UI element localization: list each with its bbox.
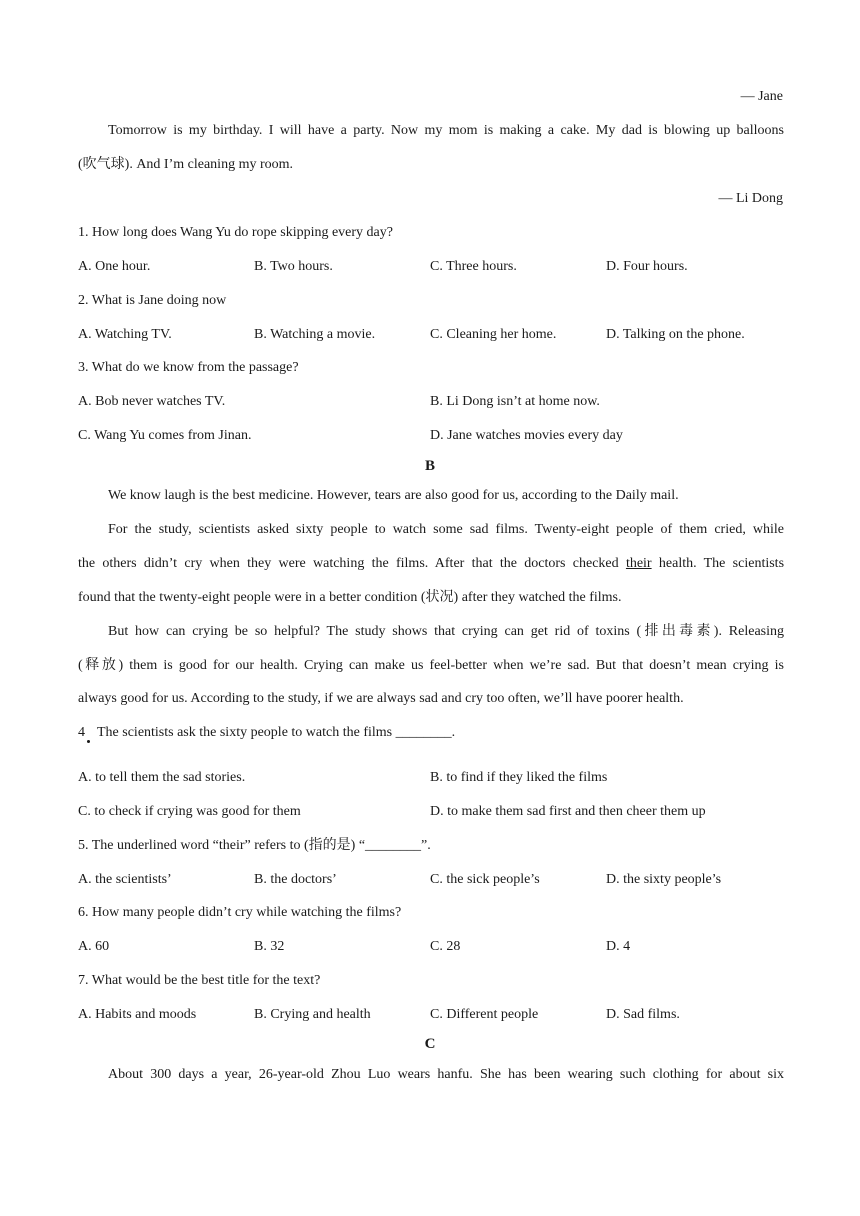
question-5-option-d: D. the sixty people’s bbox=[606, 872, 722, 887]
question-7-option-c: C. Different people bbox=[430, 1007, 539, 1022]
section-b-heading: B bbox=[424, 458, 435, 474]
question-3-option-c: C. Wang Yu comes from Jinan. bbox=[78, 428, 252, 443]
question-5-option-b: B. the doctors’ bbox=[254, 872, 337, 887]
section-c-paragraph-1: About 300 days a year, 26-year-old Zhou Luo wears hanfu. She has been wearing such clothing for about six bbox=[108, 1067, 784, 1082]
question-3-option-d: D. Jane watches movies every day bbox=[430, 428, 623, 443]
question-6-option-d: D. 4 bbox=[606, 939, 631, 954]
li-dong-paragraph-line-1: Tomorrow is my birthday. I will have a party. Now my mom is making a cake. My dad is blowing up balloons bbox=[108, 123, 784, 138]
question-6-option-c: C. 28 bbox=[430, 939, 461, 954]
question-5-option-c: C. the sick people’s bbox=[430, 872, 540, 887]
question-4-option-c: C. to check if crying was good for them bbox=[78, 804, 301, 819]
question-3-option-b: B. Li Dong isn’t at home now. bbox=[430, 394, 600, 409]
question-4-number: 4 bbox=[78, 725, 85, 740]
question-7-option-d: D. Sad films. bbox=[606, 1007, 680, 1022]
section-b-paragraph-3-line-3: always good for us. According to the study, if we are always sad and cry too often, we’ll have poorer health. bbox=[78, 691, 684, 706]
question-4-option-b: B. to find if they liked the films bbox=[430, 770, 608, 785]
question-2-option-b: B. Watching a movie. bbox=[254, 327, 376, 342]
question-6-stem: 6. How many people didn’t cry while watching the films? bbox=[78, 905, 402, 920]
question-5-option-a: A. the scientists’ bbox=[78, 872, 172, 887]
text-segment: health. The scientists bbox=[658, 556, 785, 571]
section-b-paragraph-3-line-1: But how can crying be so helpful? The study shows that crying can get rid of toxins (排出毒素). Releasing bbox=[108, 624, 784, 639]
question-2-option-a: A. Watching TV. bbox=[78, 327, 172, 342]
li-dong-paragraph-line-2: (吹气球). And I’m cleaning my room. bbox=[78, 157, 294, 172]
underlined-word-their: their bbox=[625, 556, 652, 571]
question-3-option-a: A. Bob never watches TV. bbox=[78, 394, 226, 409]
question-4-stem: The scientists ask the sixty people to watch the films ________. bbox=[97, 725, 456, 740]
signature-jane: — Jane bbox=[740, 89, 783, 104]
question-1-option-b: B. Two hours. bbox=[254, 259, 333, 274]
question-1-option-c: C. Three hours. bbox=[430, 259, 517, 274]
question-2-stem: 2. What is Jane doing now bbox=[78, 293, 227, 308]
question-1-option-a: A. One hour. bbox=[78, 259, 151, 274]
text-segment: the others didn’t cry when they were watching the films. After that the doctors checked bbox=[78, 556, 619, 571]
question-7-option-b: B. Crying and health bbox=[254, 1007, 371, 1022]
section-c-heading: C bbox=[424, 1036, 436, 1052]
question-4-option-d: D. to make them sad first and then cheer them up bbox=[430, 804, 706, 819]
section-b-paragraph-3-line-2: (释放) them is good for our health. Crying can make us feel-better when we’re sad. But that doesn’t mean crying is bbox=[78, 658, 784, 673]
section-b-paragraph-2-line-2 bbox=[78, 555, 784, 573]
section-b-paragraph-1: We know laugh is the best medicine. However, tears are also good for us, according to the Daily mail. bbox=[108, 488, 679, 503]
signature-li-dong: — Li Dong bbox=[718, 191, 783, 206]
question-6-option-a: A. 60 bbox=[78, 939, 110, 954]
question-6-option-b: B. 32 bbox=[254, 939, 285, 954]
section-b-paragraph-2-line-3: found that the twenty-eight people were in a better condition (状况) after they watched the films. bbox=[78, 590, 622, 605]
question-2-option-d: D. Talking on the phone. bbox=[606, 327, 745, 342]
question-7-option-a: A. Habits and moods bbox=[78, 1007, 197, 1022]
question-5-stem: 5. The underlined word “their” refers to (指的是) “________”. bbox=[78, 838, 431, 853]
question-1-stem: 1. How long does Wang Yu do rope skipping every day? bbox=[78, 225, 393, 240]
question-3-stem: 3. What do we know from the passage? bbox=[78, 360, 299, 375]
question-2-option-c: C. Cleaning her home. bbox=[430, 327, 557, 342]
question-7-stem: 7. What would be the best title for the text? bbox=[78, 973, 321, 988]
question-1-option-d: D. Four hours. bbox=[606, 259, 688, 274]
section-b-paragraph-2-line-1: For the study, scientists asked sixty people to watch some sad films. Twenty-eight people of them cried, while bbox=[108, 522, 784, 537]
question-number-dot bbox=[87, 740, 90, 743]
question-4-option-a: A. to tell them the sad stories. bbox=[78, 770, 246, 785]
